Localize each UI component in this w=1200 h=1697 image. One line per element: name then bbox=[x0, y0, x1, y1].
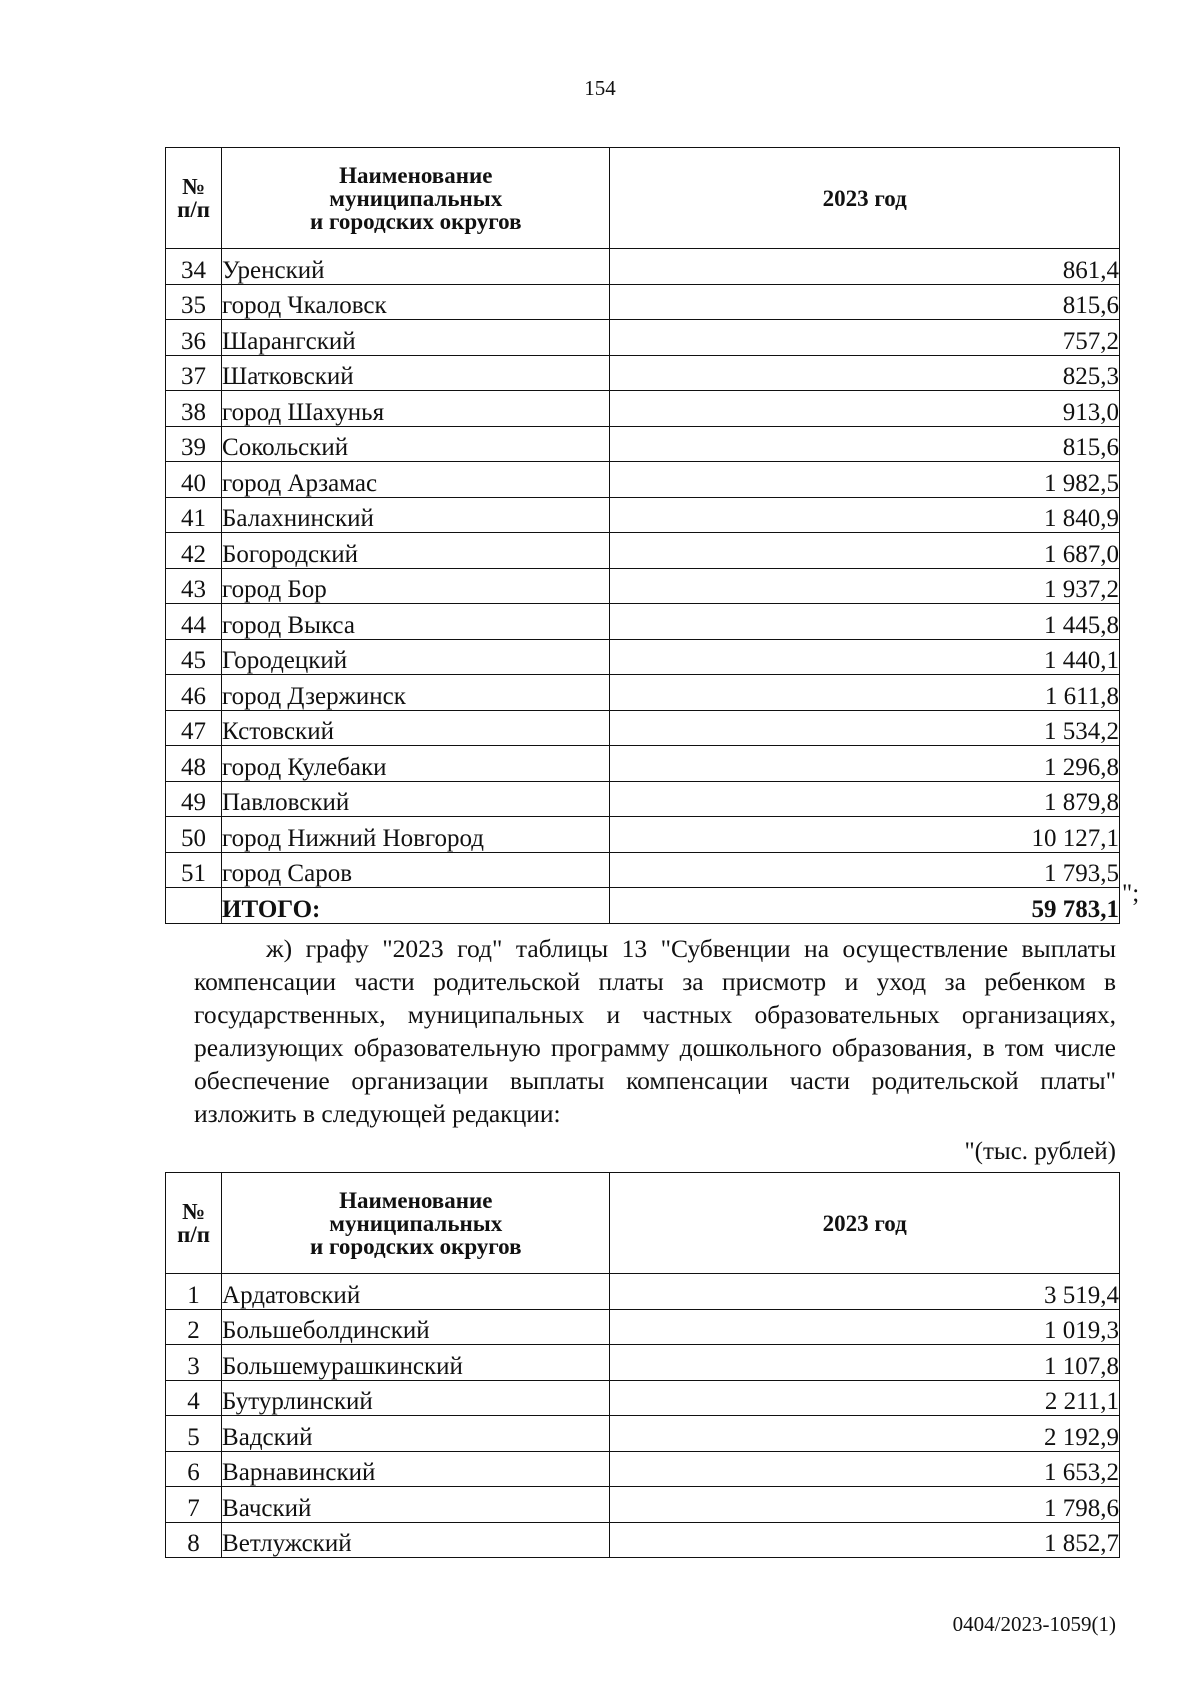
table-row bbox=[166, 1380, 1120, 1416]
row-number: 1 bbox=[166, 1274, 222, 1310]
row-number: 7 bbox=[166, 1487, 222, 1523]
table-row bbox=[166, 284, 1120, 320]
district-name: Уренский bbox=[222, 249, 610, 285]
table-row bbox=[166, 1274, 1120, 1310]
header-year: 2023 год bbox=[610, 1173, 1120, 1274]
row-value: 2 192,9 bbox=[610, 1416, 1120, 1452]
compensation-table bbox=[165, 1172, 1120, 1558]
district-name: Сокольский bbox=[222, 426, 610, 462]
header-number: № п/п bbox=[166, 1173, 222, 1274]
closing-quote-mark: "; bbox=[1122, 880, 1140, 907]
row-number: 35 bbox=[166, 284, 222, 320]
row-value: 1 445,8 bbox=[610, 604, 1120, 640]
row-value: 1 687,0 bbox=[610, 533, 1120, 569]
header-district-name: Наименование муниципальных и городских округов bbox=[222, 1173, 610, 1274]
table-row bbox=[166, 1309, 1120, 1345]
row-number: 39 bbox=[166, 426, 222, 462]
row-number: 43 bbox=[166, 568, 222, 604]
header-number: № п/п bbox=[166, 148, 222, 249]
row-value: 825,3 bbox=[610, 355, 1120, 391]
district-name: Богородский bbox=[222, 533, 610, 569]
row-number: 5 bbox=[166, 1416, 222, 1452]
district-name: Шарангский bbox=[222, 320, 610, 356]
row-value: 1 107,8 bbox=[610, 1345, 1120, 1381]
row-value: 815,6 bbox=[610, 284, 1120, 320]
units-note: "(тыс. рублей) bbox=[964, 1138, 1116, 1165]
row-number: 3 bbox=[166, 1345, 222, 1381]
district-name: город Бор bbox=[222, 568, 610, 604]
table-row bbox=[166, 852, 1120, 888]
table-row bbox=[166, 604, 1120, 640]
district-name: Варнавинский bbox=[222, 1451, 610, 1487]
table-row bbox=[166, 568, 1120, 604]
district-name: Вадский bbox=[222, 1416, 610, 1452]
table-row bbox=[166, 497, 1120, 533]
row-number: 2 bbox=[166, 1309, 222, 1345]
table-row bbox=[166, 355, 1120, 391]
district-name: Ардатовский bbox=[222, 1274, 610, 1310]
district-name: город Арзамас bbox=[222, 462, 610, 498]
row-number: 49 bbox=[166, 781, 222, 817]
table-row bbox=[166, 391, 1120, 427]
table-row bbox=[166, 1416, 1120, 1452]
district-name: город Кулебаки bbox=[222, 746, 610, 782]
row-number: 46 bbox=[166, 675, 222, 711]
row-value: 757,2 bbox=[610, 320, 1120, 356]
district-name: город Нижний Новгород bbox=[222, 817, 610, 853]
row-value: 861,4 bbox=[610, 249, 1120, 285]
table-row bbox=[166, 781, 1120, 817]
district-name: Бутурлинский bbox=[222, 1380, 610, 1416]
table-row bbox=[166, 675, 1120, 711]
table-row bbox=[166, 1522, 1120, 1558]
table-row bbox=[166, 426, 1120, 462]
district-name: Павловский bbox=[222, 781, 610, 817]
row-value: 1 879,8 bbox=[610, 781, 1120, 817]
row-number: 48 bbox=[166, 746, 222, 782]
row-value: 1 611,8 bbox=[610, 675, 1120, 711]
row-value: 913,0 bbox=[610, 391, 1120, 427]
row-value: 10 127,1 bbox=[610, 817, 1120, 853]
row-value: 1 840,9 bbox=[610, 497, 1120, 533]
page-number: 154 bbox=[584, 76, 616, 100]
header-district-name: Наименование муниципальных и городских округов bbox=[222, 148, 610, 249]
row-value: 1 937,2 bbox=[610, 568, 1120, 604]
district-name: город Дзержинск bbox=[222, 675, 610, 711]
table-row bbox=[166, 1487, 1120, 1523]
table-row bbox=[166, 320, 1120, 356]
row-value: 2 211,1 bbox=[610, 1380, 1120, 1416]
row-value: 815,6 bbox=[610, 426, 1120, 462]
table-row bbox=[166, 639, 1120, 675]
table-row bbox=[166, 1345, 1120, 1381]
district-name: Большеболдинский bbox=[222, 1309, 610, 1345]
total-value: 59 783,1 bbox=[610, 888, 1120, 924]
row-number: 42 bbox=[166, 533, 222, 569]
district-name: город Чкаловск bbox=[222, 284, 610, 320]
district-name: город Шахунья bbox=[222, 391, 610, 427]
row-number: 34 bbox=[166, 249, 222, 285]
district-name: Ветлужский bbox=[222, 1522, 610, 1558]
row-number: 37 bbox=[166, 355, 222, 391]
district-name: Балахнинский bbox=[222, 497, 610, 533]
row-number: 51 bbox=[166, 852, 222, 888]
row-number: 40 bbox=[166, 462, 222, 498]
table-row bbox=[166, 817, 1120, 853]
row-number: 41 bbox=[166, 497, 222, 533]
district-name: Большемурашкинский bbox=[222, 1345, 610, 1381]
amendment-paragraph bbox=[194, 932, 1116, 1130]
row-value: 1 798,6 bbox=[610, 1487, 1120, 1523]
row-value: 1 793,5 bbox=[610, 852, 1120, 888]
total-row bbox=[166, 888, 1120, 924]
row-value: 1 852,7 bbox=[610, 1522, 1120, 1558]
table-row bbox=[166, 746, 1120, 782]
district-name: город Выкса bbox=[222, 604, 610, 640]
row-value: 1 653,2 bbox=[610, 1451, 1120, 1487]
document-code: 0404/2023-1059(1) bbox=[952, 1612, 1116, 1636]
row-number: 38 bbox=[166, 391, 222, 427]
row-value: 1 296,8 bbox=[610, 746, 1120, 782]
row-value: 1 534,2 bbox=[610, 710, 1120, 746]
district-name: Кстовский bbox=[222, 710, 610, 746]
table-row bbox=[166, 533, 1120, 569]
row-value: 1 019,3 bbox=[610, 1309, 1120, 1345]
row-number: 50 bbox=[166, 817, 222, 853]
total-number-cell bbox=[166, 888, 222, 924]
table-row bbox=[166, 1451, 1120, 1487]
row-number: 47 bbox=[166, 710, 222, 746]
table-row bbox=[166, 710, 1120, 746]
subvention-table-continued bbox=[165, 147, 1120, 924]
header-year: 2023 год bbox=[610, 148, 1120, 249]
row-value: 3 519,4 bbox=[610, 1274, 1120, 1310]
table-row bbox=[166, 249, 1120, 285]
row-number: 44 bbox=[166, 604, 222, 640]
amendment-text: ж) графу "2023 год" таблицы 13 "Субвенции на осуществление выплаты компенсации части родительской платы за присмотр и уход за ребенком в государственных, муниципальных и частных образовательных организациях, реализующих образовательную программу дошкольного образования, в том числе обеспечение организации выплаты компенсации части родительской платы" изложить в следующей редакции: bbox=[194, 934, 1116, 1128]
row-number: 4 bbox=[166, 1380, 222, 1416]
row-number: 36 bbox=[166, 320, 222, 356]
row-value: 1 440,1 bbox=[610, 639, 1120, 675]
district-name: город Саров bbox=[222, 852, 610, 888]
row-number: 8 bbox=[166, 1522, 222, 1558]
total-label: ИТОГО: bbox=[222, 888, 610, 924]
row-value: 1 982,5 bbox=[610, 462, 1120, 498]
district-name: Вачский bbox=[222, 1487, 610, 1523]
row-number: 45 bbox=[166, 639, 222, 675]
district-name: Шатковский bbox=[222, 355, 610, 391]
district-name: Городецкий bbox=[222, 639, 610, 675]
table-row bbox=[166, 462, 1120, 498]
row-number: 6 bbox=[166, 1451, 222, 1487]
